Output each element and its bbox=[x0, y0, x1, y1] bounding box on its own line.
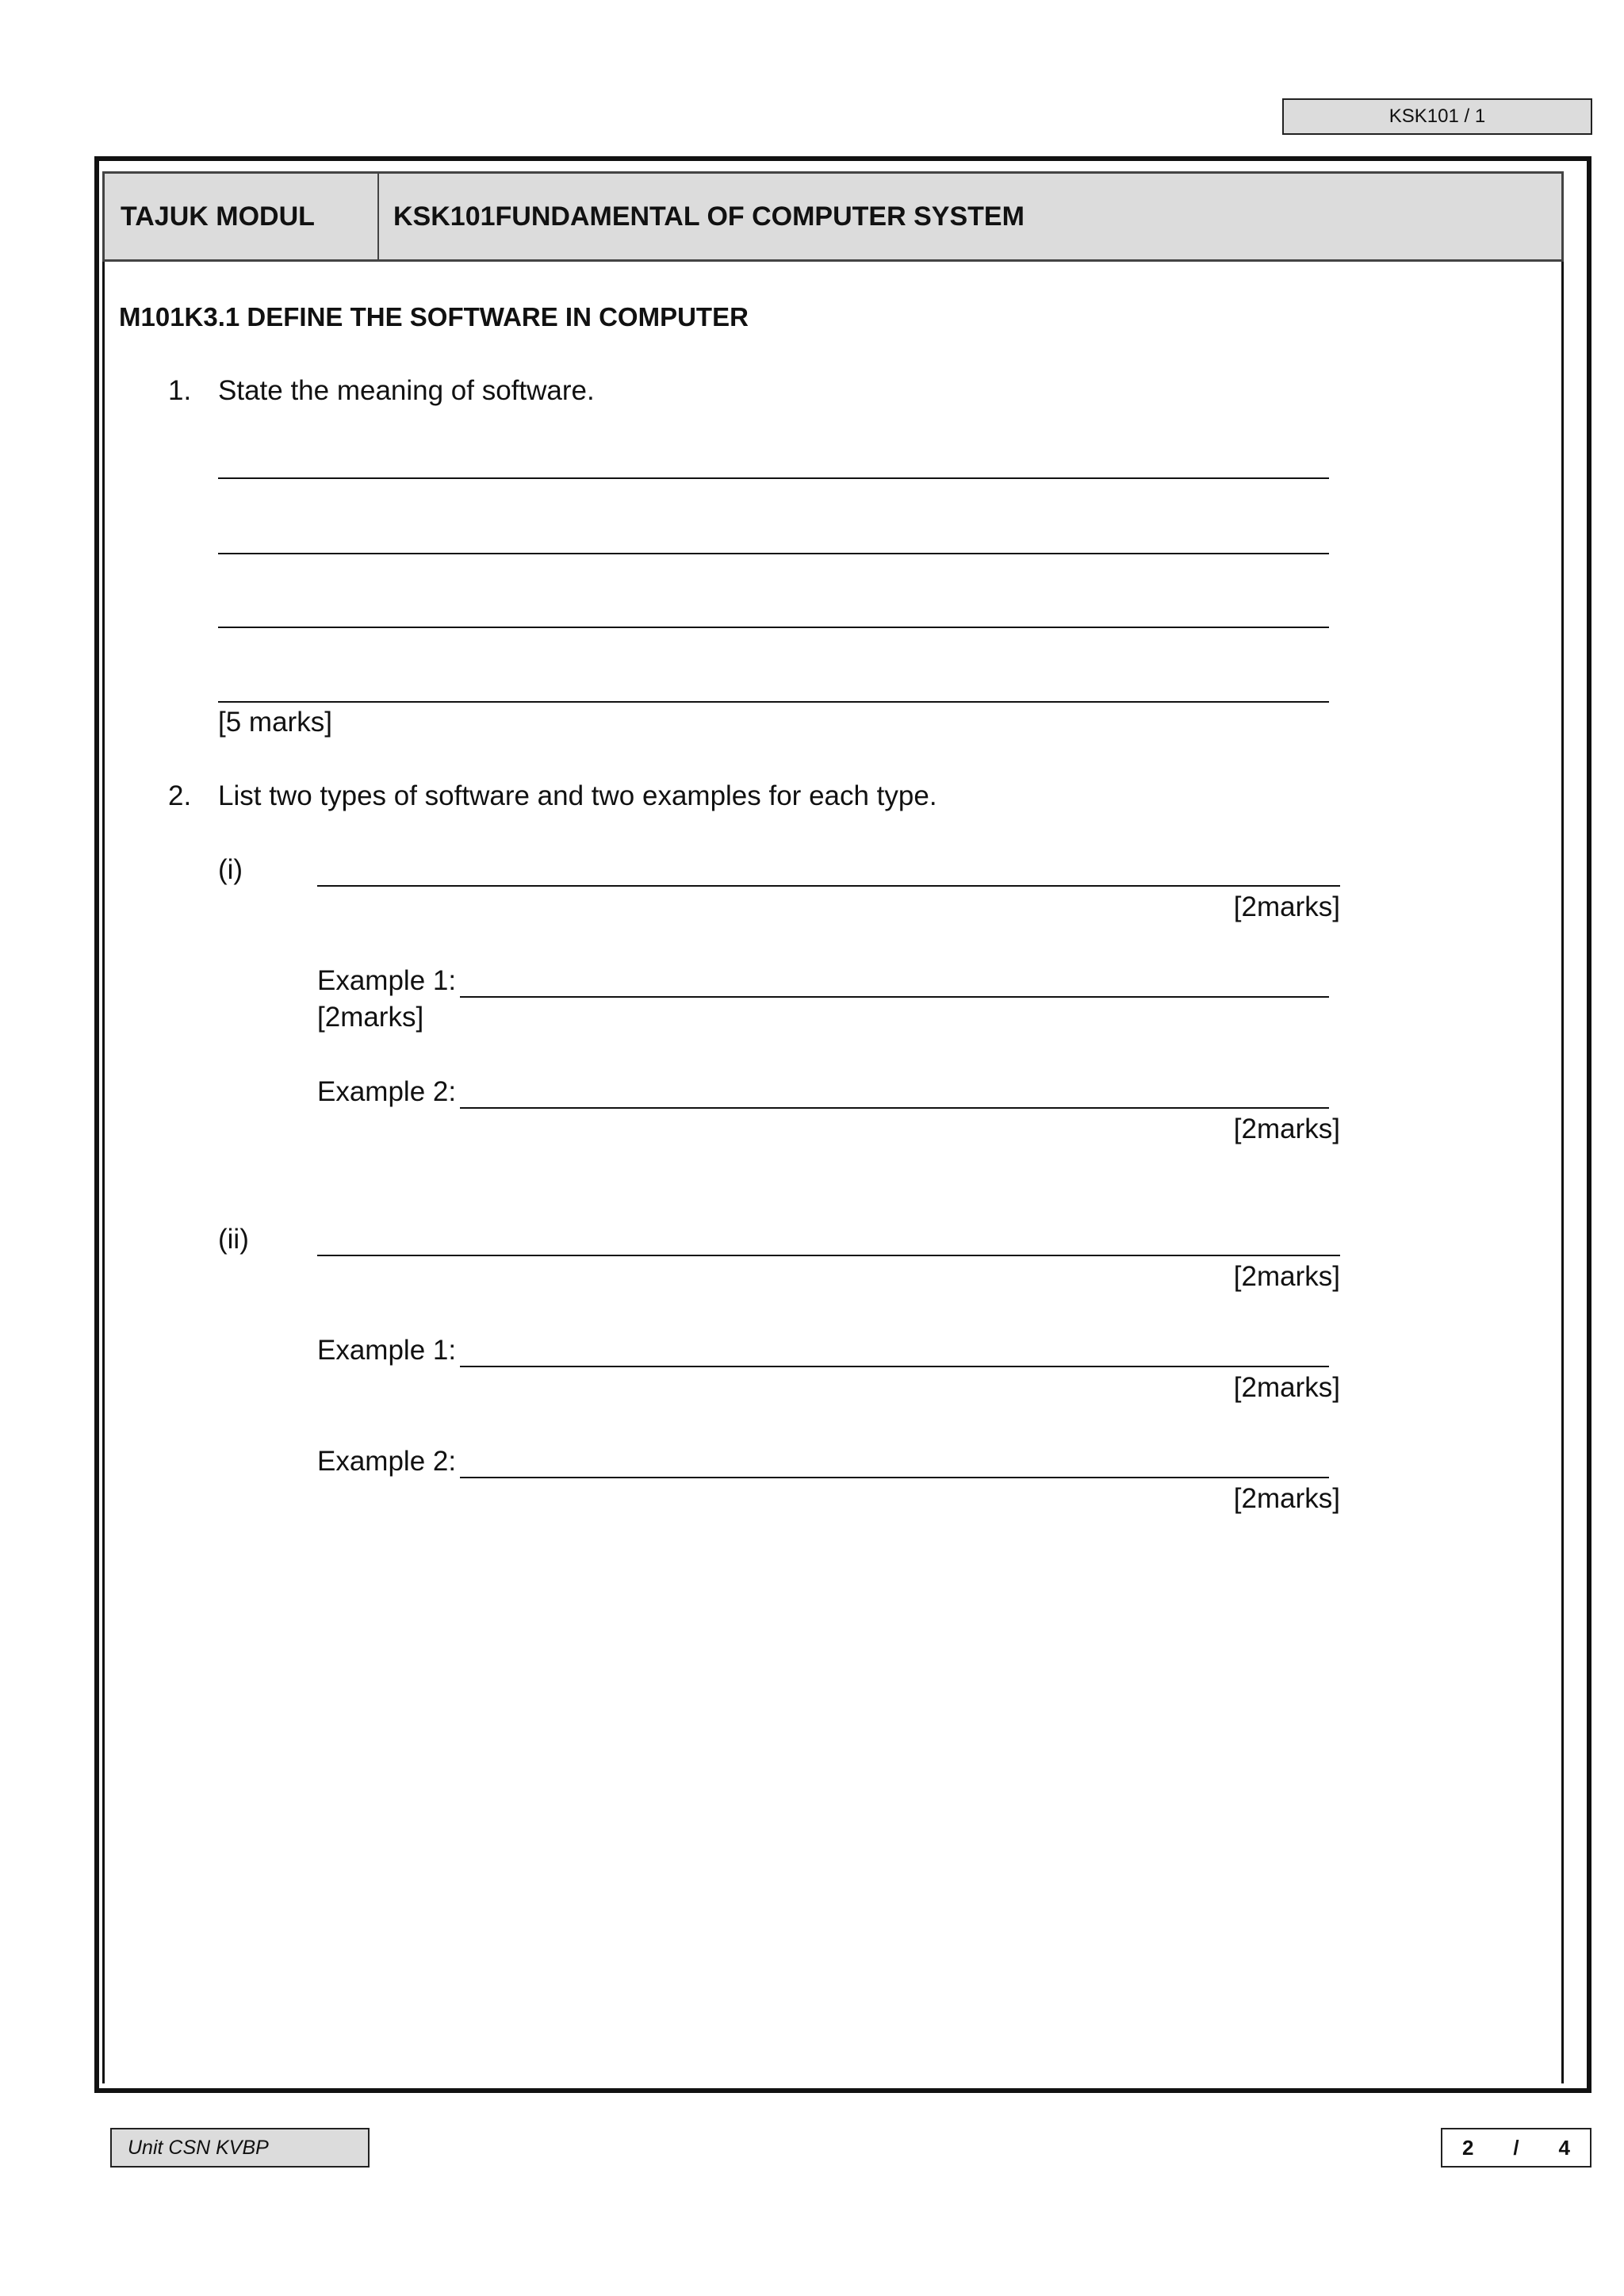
q1-answer-line[interactable] bbox=[218, 553, 1329, 554]
footer-unit: Unit CSN KVBP bbox=[110, 2128, 370, 2168]
q2-type-answer-line[interactable] bbox=[317, 1255, 1340, 1256]
q2-part-label: (ii) bbox=[218, 1224, 249, 1255]
page-separator: / bbox=[1513, 2135, 1519, 2160]
module-header-label: TAJUK MODUL bbox=[121, 201, 315, 232]
q2-example1-answer-line[interactable] bbox=[460, 996, 1329, 998]
q2-example2-answer-line[interactable] bbox=[460, 1107, 1329, 1109]
q2-example2-answer-line[interactable] bbox=[460, 1477, 1329, 1478]
q1-answer-line[interactable] bbox=[218, 701, 1329, 703]
q1-number: 1. bbox=[168, 375, 192, 406]
q2-type-marks: [2marks] bbox=[1233, 1261, 1340, 1292]
q2-example1-label: Example 1: bbox=[317, 1335, 457, 1366]
q1-marks: [5 marks] bbox=[218, 707, 332, 738]
q2-type-marks: [2marks] bbox=[1233, 891, 1340, 922]
page-inner-frame bbox=[102, 171, 1564, 2083]
q2-text: List two types of software and two examples for each type. bbox=[218, 780, 937, 811]
q2-part-label: (i) bbox=[218, 854, 243, 885]
page-total: 4 bbox=[1558, 2135, 1571, 2160]
q1-answer-line[interactable] bbox=[218, 627, 1329, 628]
q2-type-answer-line[interactable] bbox=[317, 885, 1340, 887]
module-header bbox=[102, 171, 1564, 262]
q2-example2-label: Example 2: bbox=[317, 1076, 457, 1107]
module-header-title: KSK101FUNDAMENTAL OF COMPUTER SYSTEM bbox=[393, 201, 1025, 232]
q2-example1-marks: [2marks] bbox=[1233, 1372, 1340, 1403]
q2-example1-answer-line[interactable] bbox=[460, 1366, 1329, 1367]
page-number bbox=[1441, 2128, 1591, 2168]
q2-example2-marks: [2marks] bbox=[1233, 1114, 1340, 1144]
header-divider bbox=[377, 174, 379, 259]
q2-example2-label: Example 2: bbox=[317, 1446, 457, 1477]
q2-example2-marks: [2marks] bbox=[1233, 1483, 1340, 1514]
q2-example1-label: Example 1: bbox=[317, 965, 457, 996]
section-title: M101K3.1 DEFINE THE SOFTWARE IN COMPUTER bbox=[119, 302, 749, 332]
q2-example1-marks: [2marks] bbox=[317, 1002, 424, 1033]
q2-number: 2. bbox=[168, 780, 192, 811]
q1-answer-line[interactable] bbox=[218, 477, 1329, 479]
q1-text: State the meaning of software. bbox=[218, 375, 595, 406]
page-current: 2 bbox=[1461, 2135, 1474, 2160]
document-code: KSK101 / 1 bbox=[1282, 98, 1592, 135]
